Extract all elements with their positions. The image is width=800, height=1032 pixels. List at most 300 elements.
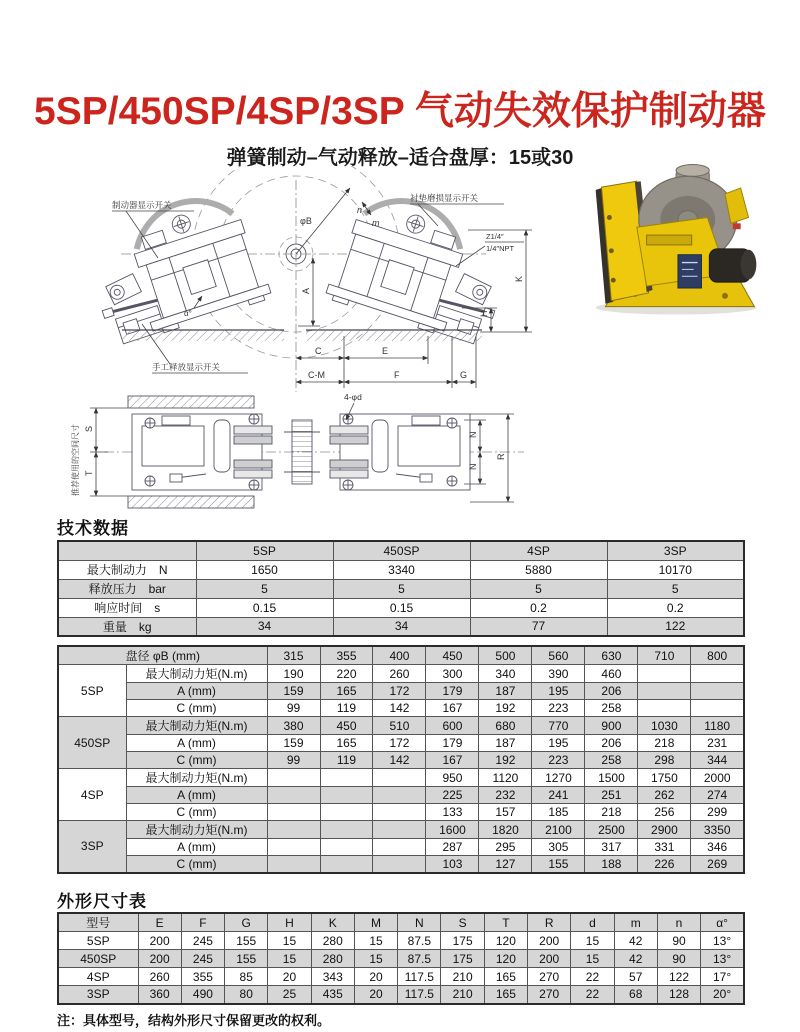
dimension-drawing-svg: [66, 166, 566, 516]
torque-value: 3350: [691, 821, 744, 839]
tech-col-header: 5SP: [196, 541, 333, 560]
dim-value: 15: [268, 932, 311, 950]
tech-value: 0.15: [196, 598, 333, 617]
dim-label-C: C: [315, 346, 322, 356]
torque-value: 305: [532, 839, 585, 856]
dim-value: 17°: [701, 968, 744, 986]
torque-value: 190: [267, 665, 320, 683]
torque-value: 172: [373, 735, 426, 752]
dim-label-N1: N: [468, 431, 478, 438]
dim-value: 15: [354, 932, 397, 950]
torque-value: 269: [691, 856, 744, 873]
torque-value: 344: [691, 752, 744, 769]
tech-value: 0.2: [607, 598, 744, 617]
torque-diameter-header: 315: [267, 646, 320, 665]
table-row: [58, 821, 744, 839]
dim-value: 117.5: [398, 968, 441, 986]
torque-row-label: 最大制动力矩(N.m): [126, 821, 267, 839]
torque-value: [691, 665, 744, 683]
torque-value: 1180: [691, 717, 744, 735]
torque-diameter-header: 800: [691, 646, 744, 665]
dim-col-header: n: [657, 913, 700, 932]
tech-col-header: 4SP: [470, 541, 607, 560]
torque-value: 380: [267, 717, 320, 735]
tech-value: 5: [607, 579, 744, 598]
torque-row-label: 最大制动力矩(N.m): [126, 665, 267, 683]
torque-value: [373, 804, 426, 821]
table-row: [58, 560, 744, 579]
torque-value: 298: [638, 752, 691, 769]
torque-value: 450: [320, 717, 373, 735]
red-detail: [733, 223, 741, 229]
torque-row-label: 最大制动力矩(N.m): [126, 717, 267, 735]
torque-value: 185: [532, 804, 585, 821]
tech-value: 1650: [196, 560, 333, 579]
dim-value: 15: [354, 950, 397, 968]
torque-value: [320, 769, 373, 787]
dim-label-S: S: [84, 425, 94, 432]
dim-value: 245: [181, 950, 224, 968]
torque-row-label: C (mm): [126, 700, 267, 717]
torque-value: 287: [426, 839, 479, 856]
dim-model: 3SP: [58, 986, 138, 1004]
torque-value: [638, 683, 691, 700]
dim-value: 20: [354, 986, 397, 1004]
torque-value: 1270: [532, 769, 585, 787]
dim-label-m: m: [372, 218, 380, 228]
tech-row-label: 最大制动力 N: [58, 560, 196, 579]
torque-value: 460: [585, 665, 638, 683]
torque-value: [373, 787, 426, 804]
torque-model: 5SP: [58, 665, 126, 717]
table-row: [58, 913, 744, 932]
tech-value: 5: [470, 579, 607, 598]
dim-value: 155: [225, 932, 268, 950]
dim-value: 165: [484, 986, 527, 1004]
torque-value: 188: [585, 856, 638, 873]
tech-row-label: 重量 kg: [58, 617, 196, 636]
dim-col-header: G: [225, 913, 268, 932]
torque-value: 165: [320, 683, 373, 700]
bolt-holes-label: 4-φd: [344, 392, 362, 402]
tech-value: 3340: [333, 560, 470, 579]
torque-value: 226: [638, 856, 691, 873]
torque-value: 195: [532, 735, 585, 752]
torque-value: 119: [320, 700, 373, 717]
tech-value: 5: [196, 579, 333, 598]
ground-hatch-left: [122, 331, 284, 341]
dim-col-header: E: [138, 913, 181, 932]
torque-value: 1120: [479, 769, 532, 787]
torque-row-label: A (mm): [126, 683, 267, 700]
disc-section: [292, 420, 312, 484]
torque-value: 206: [585, 683, 638, 700]
torque-value: [267, 787, 320, 804]
torque-diameter-header: 400: [373, 646, 426, 665]
torque-value: 231: [691, 735, 744, 752]
torque-value: 167: [426, 752, 479, 769]
torque-row-label: A (mm): [126, 787, 267, 804]
dimension-drawing: [66, 166, 566, 516]
dim-value: 13°: [701, 932, 744, 950]
dim-label-R: R: [496, 453, 506, 460]
dim-col-header: R: [528, 913, 571, 932]
torque-diameter-header: 560: [532, 646, 585, 665]
torque-value: 165: [320, 735, 373, 752]
torque-value: 232: [479, 787, 532, 804]
torque-value: [320, 804, 373, 821]
dim-value: 57: [614, 968, 657, 986]
torque-value: 99: [267, 752, 320, 769]
torque-value: [267, 769, 320, 787]
dim-col-header: H: [268, 913, 311, 932]
torque-diameter-header: 450: [426, 646, 479, 665]
tech-row-label: 释放压力 bar: [58, 579, 196, 598]
torque-value: 223: [532, 752, 585, 769]
dim-col-header: S: [441, 913, 484, 932]
torque-value: [267, 839, 320, 856]
dim-label-n: n: [357, 205, 363, 215]
dim-value: 20: [354, 968, 397, 986]
torque-value: 142: [373, 752, 426, 769]
torque-value: 192: [479, 700, 532, 717]
product-photo: [578, 156, 774, 324]
torque-row-label: 最大制动力矩(N.m): [126, 769, 267, 787]
torque-value: [267, 856, 320, 873]
tech-data-heading: 技术数据: [57, 519, 129, 538]
page-subtitle: 弹簧制动–气动释放–适合盘厚：15或30: [226, 147, 574, 169]
table-row: [58, 617, 744, 636]
tech-value: 10170: [607, 560, 744, 579]
torque-value: 192: [479, 752, 532, 769]
dim-value: 210: [441, 986, 484, 1004]
dim-col-header: α°: [701, 913, 744, 932]
torque-value: [691, 700, 744, 717]
dim-value: 355: [181, 968, 224, 986]
dim-value: 155: [225, 950, 268, 968]
tech-row-label: 响应时间 s: [58, 598, 196, 617]
table-row: [58, 968, 744, 986]
dim-value: 42: [614, 950, 657, 968]
dim-col-header: d: [571, 913, 614, 932]
tech-value: 5: [333, 579, 470, 598]
torque-value: 159: [267, 683, 320, 700]
dim-model: 4SP: [58, 968, 138, 986]
torque-header-label: 盘径 φB (mm): [58, 646, 267, 665]
dim-col-header: M: [354, 913, 397, 932]
torque-value: 218: [638, 735, 691, 752]
dim-value: 25: [268, 986, 311, 1004]
torque-value: 295: [479, 839, 532, 856]
space-note-label: 推荐使用的空间尺寸: [71, 424, 80, 496]
torque-value: 900: [585, 717, 638, 735]
tech-value: 5880: [470, 560, 607, 579]
torque-value: [691, 683, 744, 700]
tech-col-header: 3SP: [607, 541, 744, 560]
dim-label-G: G: [460, 370, 468, 380]
dim-label-H: H: [479, 310, 489, 317]
torque-value: 187: [479, 735, 532, 752]
dim-table-heading: 外形尺寸表: [57, 892, 147, 911]
dim-label-CM: C-M: [308, 370, 325, 380]
torque-value: [638, 665, 691, 683]
torque-value: 258: [585, 700, 638, 717]
table-row: [58, 700, 744, 717]
torque-value: [320, 787, 373, 804]
torque-value: 155: [532, 856, 585, 873]
torque-value: 251: [585, 787, 638, 804]
dim-col-header: 型号: [58, 913, 138, 932]
torque-value: 256: [638, 804, 691, 821]
torque-row-label: C (mm): [126, 804, 267, 821]
manual-release-switch-label: 手工释放显示开关: [152, 362, 221, 372]
torque-value: 1030: [638, 717, 691, 735]
dim-value: 122: [657, 968, 700, 986]
torque-value: 262: [638, 787, 691, 804]
dim-label-F: F: [394, 370, 400, 380]
torque-value: 299: [691, 804, 744, 821]
torque-value: 1500: [585, 769, 638, 787]
torque-row-label: A (mm): [126, 839, 267, 856]
table-row: [58, 804, 744, 821]
tech-value: 0.2: [470, 598, 607, 617]
dim-value: 280: [311, 932, 354, 950]
torque-value: [267, 821, 320, 839]
torque-value: [373, 839, 426, 856]
dim-value: 15: [571, 950, 614, 968]
torque-value: 119: [320, 752, 373, 769]
dim-col-header: K: [311, 913, 354, 932]
torque-diameter-header: 500: [479, 646, 532, 665]
dim-value: 13°: [701, 950, 744, 968]
dim-value: 200: [528, 932, 571, 950]
dim-value: 20°: [701, 986, 744, 1004]
torque-value: 206: [585, 735, 638, 752]
torque-value: [320, 839, 373, 856]
dim-value: 270: [528, 968, 571, 986]
torque-model: 450SP: [58, 717, 126, 769]
dim-value: 15: [571, 932, 614, 950]
dim-label-A: A: [301, 287, 311, 294]
dim-value: 360: [138, 986, 181, 1004]
tech-value: 34: [196, 617, 333, 636]
torque-row-label: A (mm): [126, 735, 267, 752]
dimension-table: [57, 912, 745, 1005]
table-row: [58, 856, 744, 873]
table-row: [58, 932, 744, 950]
dim-value: 200: [138, 932, 181, 950]
dim-value: 435: [311, 986, 354, 1004]
torque-value: 127: [479, 856, 532, 873]
dim-model: 5SP: [58, 932, 138, 950]
table-row: [58, 769, 744, 787]
dim-label-T: T: [84, 470, 94, 476]
table-row: [58, 735, 744, 752]
torque-value: 680: [479, 717, 532, 735]
dim-value: 280: [311, 950, 354, 968]
page-title: 5SP/450SP/4SP/3SP 气动失效保护制动器: [34, 90, 766, 133]
torque-value: [320, 821, 373, 839]
torque-row-label: C (mm): [126, 856, 267, 873]
dim-value: 87.5: [398, 950, 441, 968]
torque-value: 300: [426, 665, 479, 683]
product-photo-svg: [578, 156, 774, 324]
dim-value: 175: [441, 932, 484, 950]
tech-value: 34: [333, 617, 470, 636]
dim-value: 120: [484, 932, 527, 950]
table-row: [58, 752, 744, 769]
torque-value: 1600: [426, 821, 479, 839]
torque-diameter-header: 710: [638, 646, 691, 665]
table-row: [58, 950, 744, 968]
dim-value: 80: [225, 986, 268, 1004]
dim-value: 120: [484, 950, 527, 968]
torque-value: 179: [426, 735, 479, 752]
technical-data-table: [57, 540, 745, 637]
dim-value: 68: [614, 986, 657, 1004]
torque-value: 142: [373, 700, 426, 717]
dim-value: 22: [571, 986, 614, 1004]
torque-value: 2100: [532, 821, 585, 839]
table-row: [58, 665, 744, 683]
torque-value: 133: [426, 804, 479, 821]
dim-value: 270: [528, 986, 571, 1004]
torque-table: [57, 645, 745, 874]
torque-value: 220: [320, 665, 373, 683]
torque-value: [373, 769, 426, 787]
torque-value: 103: [426, 856, 479, 873]
dim-value: 20: [268, 968, 311, 986]
torque-value: 2000: [691, 769, 744, 787]
tech-col-header: 450SP: [333, 541, 470, 560]
torque-value: 950: [426, 769, 479, 787]
dim-value: 42: [614, 932, 657, 950]
dim-value: 90: [657, 932, 700, 950]
footer-note: 注：具体型号，结构外形尺寸保留更改的权利。: [57, 1013, 331, 1028]
dim-value: 117.5: [398, 986, 441, 1004]
torque-value: 241: [532, 787, 585, 804]
disc-hatch-top: [128, 396, 254, 408]
dim-label-N2: N: [468, 463, 478, 470]
tech-value: 77: [470, 617, 607, 636]
torque-value: 2500: [585, 821, 638, 839]
table-row: [58, 683, 744, 700]
dim-label-K: K: [514, 275, 524, 282]
table-row: [58, 986, 744, 1004]
torque-value: 1820: [479, 821, 532, 839]
torque-value: 99: [267, 700, 320, 717]
dim-value: 175: [441, 950, 484, 968]
dim-value: 165: [484, 968, 527, 986]
torque-value: 260: [373, 665, 426, 683]
torque-value: 167: [426, 700, 479, 717]
torque-value: [638, 700, 691, 717]
dim-col-header: T: [484, 913, 527, 932]
torque-value: [267, 804, 320, 821]
dim-col-header: F: [181, 913, 224, 932]
torque-value: 510: [373, 717, 426, 735]
torque-value: 317: [585, 839, 638, 856]
table-row: [58, 579, 744, 598]
table-row: [58, 717, 744, 735]
torque-value: 258: [585, 752, 638, 769]
dim-label-phiB: φB: [300, 216, 312, 226]
torque-value: 331: [638, 839, 691, 856]
torque-model: 4SP: [58, 769, 126, 821]
dim-value: 200: [528, 950, 571, 968]
disc-hatch-bottom: [128, 496, 254, 508]
dim-value: 85: [225, 968, 268, 986]
torque-value: [320, 856, 373, 873]
dim-value: 260: [138, 968, 181, 986]
torque-value: [373, 821, 426, 839]
air-port-label-2: 1/4″NPT: [486, 244, 515, 253]
ground-hatch-right: [306, 331, 482, 341]
dim-value: 22: [571, 968, 614, 986]
torque-value: 223: [532, 700, 585, 717]
pad-wear-switch-label: 衬垫磨损显示开关: [410, 193, 479, 203]
table-row: [58, 646, 744, 665]
dim-value: 15: [268, 950, 311, 968]
torque-value: 390: [532, 665, 585, 683]
torque-value: 340: [479, 665, 532, 683]
brake-indicator-switch-label: 制动器显示开关: [112, 200, 172, 210]
torque-value: 195: [532, 683, 585, 700]
tech-value: 0.15: [333, 598, 470, 617]
torque-value: 218: [585, 804, 638, 821]
dim-label-E: E: [382, 346, 389, 356]
table-row: [58, 839, 744, 856]
torque-row-label: C (mm): [126, 752, 267, 769]
dim-col-header: m: [614, 913, 657, 932]
torque-diameter-header: 355: [320, 646, 373, 665]
table-row: [58, 787, 744, 804]
table-row: [58, 598, 744, 617]
dim-value: 128: [657, 986, 700, 1004]
dim-value: 90: [657, 950, 700, 968]
torque-value: 159: [267, 735, 320, 752]
dim-value: 210: [441, 968, 484, 986]
tech-header-blank: [58, 541, 196, 560]
torque-diameter-header: 630: [585, 646, 638, 665]
torque-value: 179: [426, 683, 479, 700]
dim-col-header: N: [398, 913, 441, 932]
air-port-label-1: Z1/4″: [486, 232, 504, 241]
torque-value: 346: [691, 839, 744, 856]
torque-value: 1750: [638, 769, 691, 787]
dim-label-alpha: α°: [184, 309, 192, 318]
dim-value: 245: [181, 932, 224, 950]
torque-value: 172: [373, 683, 426, 700]
name-plate: [678, 255, 702, 288]
torque-value: 600: [426, 717, 479, 735]
torque-value: 187: [479, 683, 532, 700]
dim-value: 490: [181, 986, 224, 1004]
torque-value: 274: [691, 787, 744, 804]
dim-value: 343: [311, 968, 354, 986]
dim-value: 200: [138, 950, 181, 968]
table-row: [58, 541, 744, 560]
dim-value: 87.5: [398, 932, 441, 950]
torque-value: 2900: [638, 821, 691, 839]
tech-value: 122: [607, 617, 744, 636]
torque-model: 3SP: [58, 821, 126, 873]
torque-value: 770: [532, 717, 585, 735]
torque-value: 225: [426, 787, 479, 804]
torque-value: 157: [479, 804, 532, 821]
torque-value: [373, 856, 426, 873]
dim-model: 450SP: [58, 950, 138, 968]
